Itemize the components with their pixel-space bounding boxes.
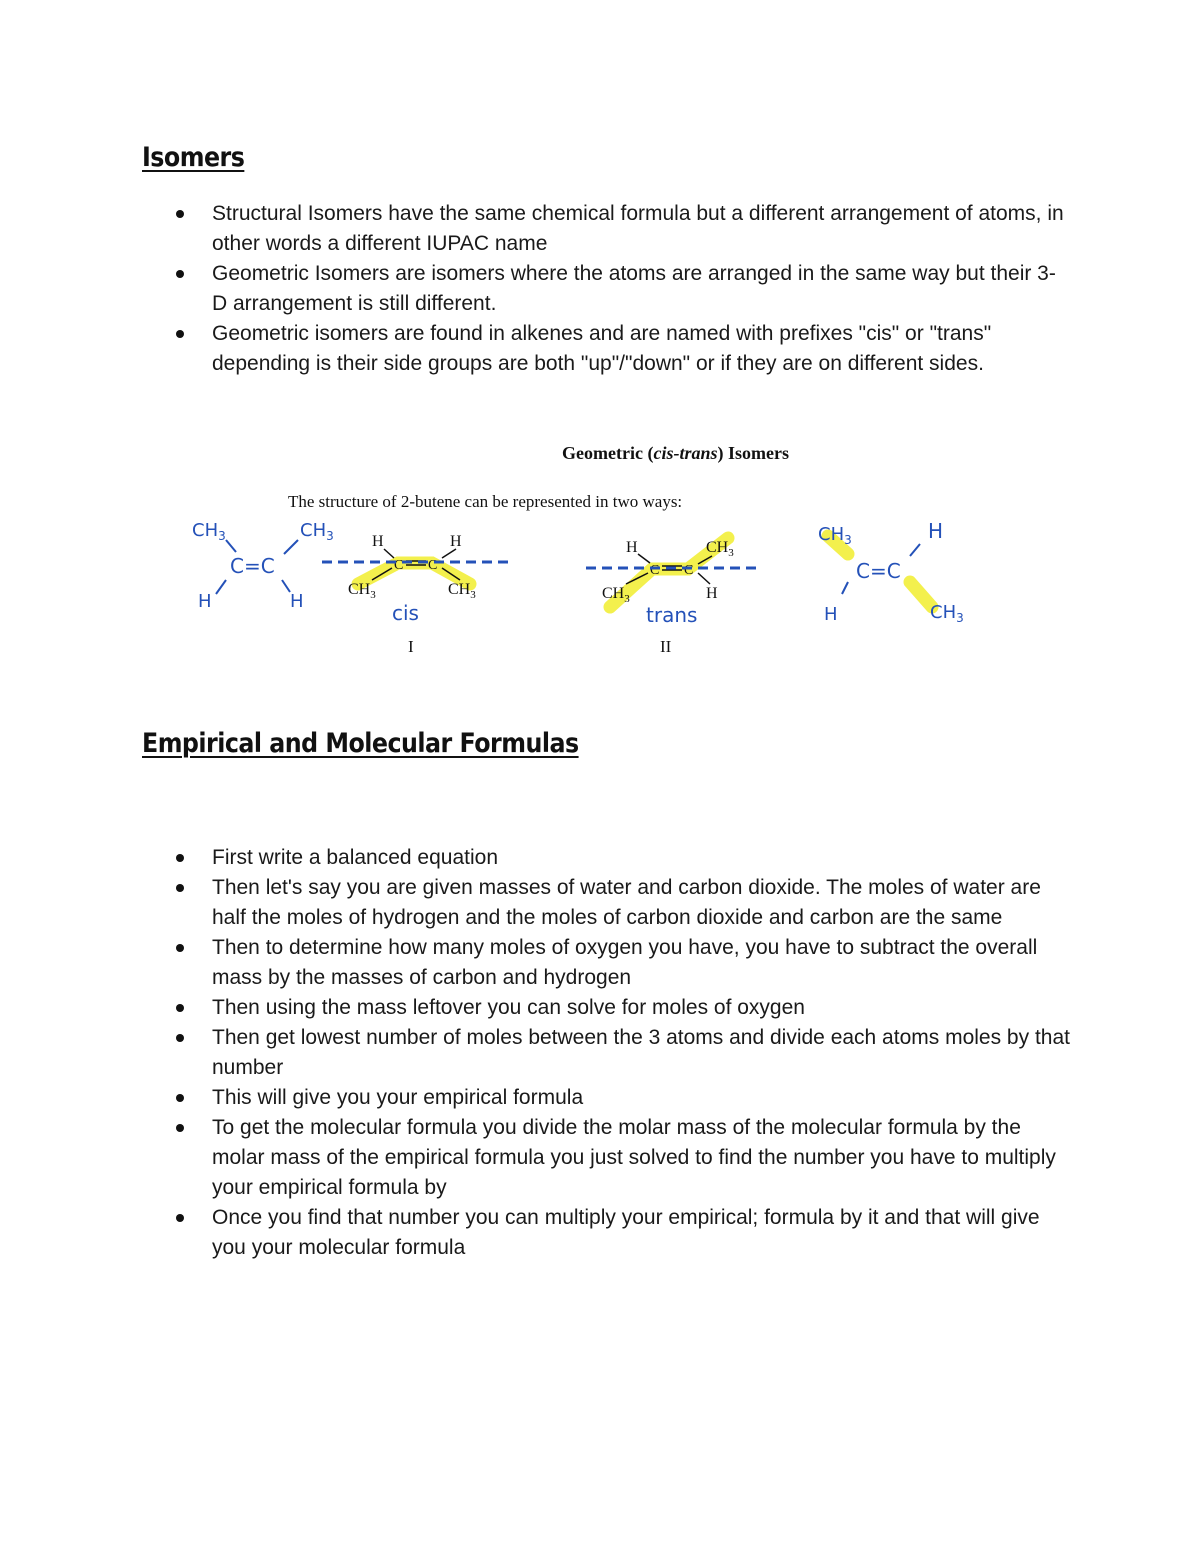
h-label: H — [824, 604, 838, 625]
list-item: Geometric Isomers are isomers where the atoms are arranged in the same way but their 3-D arrangement is still different. — [170, 259, 1070, 319]
isomers-list — [170, 199, 1070, 379]
ch3-label: $CH_3$ — [706, 539, 734, 559]
h-label: H — [198, 591, 212, 612]
numeral-i: I — [408, 637, 414, 656]
list-item: Then get lowest number of moles between the 3 atoms and divide each atoms moles by that number — [170, 1023, 1070, 1083]
formulas-heading: Empirical and Molecular Formulas — [142, 728, 579, 759]
h-label: H — [626, 539, 638, 556]
carbon-label: C — [394, 558, 404, 573]
ch3-label: $CH_3$ — [448, 581, 476, 601]
formulas-list — [170, 843, 1070, 1263]
double-bond-label: C=C — [856, 559, 901, 583]
ch3-label: $CH_3$ — [192, 520, 226, 543]
ch3-label: $CH_3$ — [818, 524, 852, 547]
trans-label: trans — [646, 603, 698, 627]
list-item: Structural Isomers have the same chemical formula but a different arrangement of atoms, in other words a different IUPAC name — [170, 199, 1070, 259]
carbon-label: C — [428, 558, 438, 573]
h-label: H — [928, 519, 944, 543]
list-item: Once you find that number you can multiply your empirical; formula by it and that will give you your molecular formula — [170, 1203, 1070, 1263]
h-label: H — [290, 591, 304, 612]
isomers-heading: Isomers — [142, 142, 245, 173]
list-item: To get the molecular formula you divide the molar mass of the molecular formula by the molar mass of the empirical formula you just solved to find the number you have to multiply your empirical formula by — [170, 1113, 1070, 1203]
list-item: Geometric isomers are found in alkenes and are named with prefixes "cis" or "trans" depending is their side groups are both "up"/"down" or if they are on different sides. — [170, 319, 1070, 379]
handwritten-structure-trans — [818, 519, 964, 625]
double-bond-label: C=C — [230, 554, 275, 578]
ch3-label: $CH_3$ — [348, 581, 376, 601]
list-item: First write a balanced equation — [170, 843, 1070, 873]
h-label: H — [706, 585, 718, 602]
numeral-ii: II — [660, 637, 672, 656]
ch3-label: $CH_3$ — [300, 520, 334, 543]
carbon-label: C — [650, 563, 660, 578]
h-label: H — [372, 533, 384, 550]
list-item: Then to determine how many moles of oxygen you have, you have to subtract the overall mass by the masses of carbon and hydrogen — [170, 933, 1070, 993]
ch3-label: $CH_3$ — [602, 585, 630, 605]
list-item: Then let's say you are given masses of water and carbon dioxide. The moles of water are half the moles of hydrogen and the moles of carbon dioxide and carbon are the same — [170, 873, 1070, 933]
carbon-label: C — [684, 563, 694, 578]
structure-ii-trans — [586, 539, 762, 656]
list-item: This will give you your empirical formula — [170, 1083, 1070, 1113]
figure-subtitle: The structure of 2-butene can be represented in two ways: — [288, 492, 683, 511]
ch3-label: $CH_3$ — [930, 602, 964, 625]
geometric-isomers-figure — [180, 432, 1000, 672]
figure-title: Geometric (cis-trans) Isomers — [562, 443, 789, 463]
cis-label: cis — [392, 601, 419, 625]
h-label: H — [450, 533, 462, 550]
list-item: Then using the mass leftover you can solve for moles of oxygen — [170, 993, 1070, 1023]
handwritten-structure-cis — [192, 520, 334, 612]
structure-i-cis — [322, 533, 512, 656]
